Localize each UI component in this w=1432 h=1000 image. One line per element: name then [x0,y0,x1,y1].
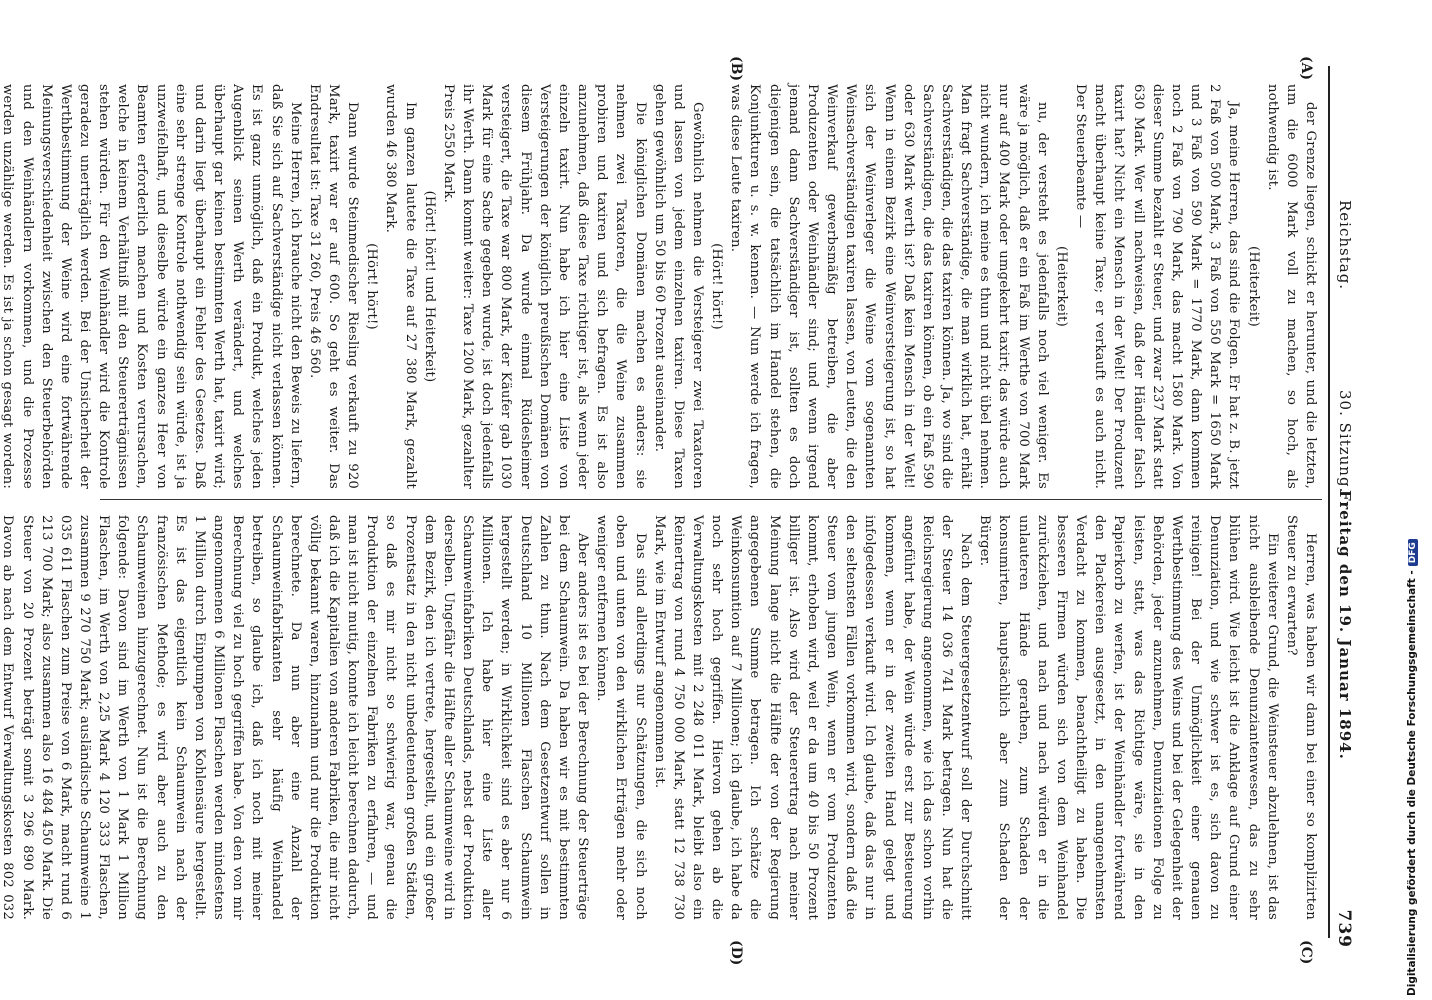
interjection: (Hört! hört!) [364,243,380,330]
header-rule [1328,66,1330,938]
left-column [0,84,1320,489]
dfg-logo: DFG [1408,539,1418,566]
paragraph: der Grenze liegen, schickt er herunter, und die letzten, um die 6000 Mark voll zu machen, so hoch, als nothwendig ist. [1264,84,1318,489]
right-column [0,515,1320,920]
paragraph: Aber anders ist es bei der Berechnung der Steuerträge bei dem Schaumwein. Da haben wir es mit bestimmten Zahlen zu thun. Nach dem Gesetzentwurf sollen in Deutschland 10 Millionen Flaschen Schaumwein hergestellt werden; in Wirklichkeit sind es aber nur 6 Millionen. Ich habe hier eine Liste aller Schaumweinfabriken Deutschlands, nebst der Produktion derselben. Ungefähr die Hälfte aller Schaumweine wird in dem Bezirk, den ich vertrete, hergestellt, und ein großer Prozentsatz in den nicht unbedeutenden großen Städten, so daß es mir nicht so schwierig war, genau die Produktion der einzelnen Fabriken zu erfahren, — und man ist nicht mutig, konnte ich leicht berechnen dadurch, daß ich die Kapitalien von anderen Fabriken, die mir nicht völlig bekannt waren, hinzunahm und nur die Produktion berechnete. Da nun aber eine Anzahl der Schaumweinfabrikanten sehr häufig Weinhandel betreiben, so glaube ich, daß ich noch mit meiner Berechnung viel zu hoch gegriffen habe. Von den von mir angenommenen 6 Millionen Flaschen werden mindestens 1 Million durch Einpumpen von Kohlensäure hergestellt. Es ist das eigentlich kein Schaumwein nach der französischen Methode; es wird aber auch zu den Schaumweinen hinzugerechnet. Nun ist die Berechnung folgende: Davon sind im Werth von 1 Mark 1 Million Flaschen, im Werth von 2,25 Mark 4 120 333 Flaschen, zusammen 9 270 750 Mark; ausländische Schaumweine 1 035 611 Flaschen zum Preise von 6 Mark, macht rund 6 213 700 Mark; also zusammen also 16 484 450 Mark. Die Steuer von 20 Prozent beträgt somit 3 296 890 Mark. Davon ab nach dem Entwurf Verwaltungskosten 802 032 [0,515,591,920]
footer-text: Digitalisierung gefördert durch die Deutsche Forschungsgemeinschaft - [1406,570,1418,996]
paragraph: Im ganzen lautete die Taxe auf 27 380 Mark, gezahlt wurden 46 380 Mark. [383,84,418,489]
paragraph: Ja, meine Herren, das sind die Folgen. Er hat z. B. jetzt 2 Faß von 500 Mark, 3 Faß von 550 Mark = 1650 Mark und 3 Faß von 590 Mark = 1770 Mark, dann kommen noch 2 Faß von 790 Mark, das macht 1580 Mark. Von dieser Summe bezahlt er Steuer, und zwar 237 Mark statt 630 Mark. Wer will nachweisen, daß der Händler falsch taxirt hat? Nicht ein Mensch in der Welt! Der Produzent macht überhaupt keine Taxe; er verkauft es auch nicht. Der Steuerbeamte — [1073,84,1242,489]
margin-mark-a: (A) [1298,56,1314,81]
margin-mark-d: (D) [728,940,744,966]
paragraph: Herren, was haben wir dann bei einer so komplizirten Steuer zu erwarten? [1283,515,1318,920]
column-divider [100,499,1322,500]
paragraph: Meine Herren, ich brauche nicht den Beweis zu liefern, daß Sie sich auf Sachverständige nicht verlassen können. Es ist ganz unmöglich, daß ein Produkt, welches jeden Augenblick seinen Werth verändert, und welches überhaupt gar keinen bestimmten Werth hat, taxirt wird; und darin liegt überhaupt ein Fehler des Gesetzes. Daß eine sehr strenge Kontrole nothwendig sein würde, ist ja unzweifelhaft, und dieselbe würde ein ganzes Heer von Beamten erforderlich machen und Kosten verursachen, welche in keinem Verhältniß mit den Steuererträgnissen stehen würden. Für den Weinhändler wird die Kontrole geradezu unerträglich werden. Bei der Unsicherheit der Werthbestimmung der Weine wird eine fortwährende Meinungsverschiedenheit zwischen den Steuerbehörden und den Weinhändlern vorkommen, und die Prozesse werden unzählige werden. Es ist ja schon gesagt worden: [0,84,303,489]
paragraph: nu, der versteht es jedenfalls noch viel weniger. Es wäre ja möglich, daß er ein Faß im Werthe von 700 Mark nur auf 400 Mark oder umgekehrt taxirt; das würde auch nicht wundern, ich meine es thun und nicht übel nehmen. Man fragt Sachverständige, die man wirklich hat, erhält Sachverständigen, die das taxiren können. Ja, wo sind die Sachverständigen, die das taxiren können, ob ein Faß 590 oder 630 Mark werth ist? Daß kein Mensch in der Welt! Wenn in einem Bezirk eine Weinversteigerung ist, so hat sich der Weinverleger die Weine vom sogenannten Weinsachverständigen taxiren lassen, von Leuten, die den Weinverkauf gewerbsmäßig betreiben, die aber Produzenten oder Weinhändler sind; und wenn irgend jemand dann Sachverständiger ist, sollten es doch diejenigen sein, die tatsächlich im Handel stehen, die Konjunkturen u. s. w. kennen. — Nun werde ich fragen, was diese Leute taxiren. [728,84,1050,489]
header-title: Reichstag. [1336,200,1354,291]
digitization-footer [1406,0,1418,996]
interjection: (Heiterkeit) [1053,246,1069,327]
page-number: 739 [1334,909,1354,948]
margin-mark-c: (C) [1298,940,1314,965]
header-date: Freitag den 19. Januar 1894. [1336,490,1354,760]
paragraph: Gewöhnlich nehmen die Versteigerer zwei Taxatoren und lassen von jedem einzelnen taxiren. Diese Taxen gehen gewöhnlich um 50 bis 60 Prozent auseinander. [651,84,705,489]
interjection: (Hört! hört! und Heiterkeit) [421,190,437,383]
running-header [1334,70,1354,1000]
paragraph: Nach dem Steuergesetzentwurf soll der Durchschnitt der Steuer 14 036 741 Mark betragen. Nun hat die Reichsregierung angenommen, wie ich das schon vorhin angeführt habe, der Wein würde erst zur Besteuerung kommen, wenn er in der zweiten Hand gelegt und infolgedessen verkauft wird. Ich glaube, daß das nur in den seltensten Fällen vorkommen wird, sondern daß die Steuer vom jungen Wein, wenn er vom Produzenten kommt, erhoben wird, weil er da um 40 bis 50 Prozent billiger ist. Also wird der Steuerertrag nach meiner Meinung lange nicht die Hälfte der von der Regierung angegebenen Summe betragen. Ich schätze die Weinkonsumtion auf 7 Millionen; ich glaube, ich habe da noch sehr hoch gegriffen. Hiervon gehen ab die Verwaltungskosten mit 2 248 011 Mark, bleibt also ein Reinertrag von rund 4 750 000 Mark, statt 12 738 730 Mark, wie im Entwurf angenommen ist. [651,515,974,920]
paragraph: Das sind allerdings nur Schätzungen, die sich noch oben und unten von den wirklichen Erträgen mehr oder weniger entfernen können. [594,515,648,920]
header-session: 30. Sitzung. [1336,390,1354,494]
paragraph: Ein weiterer Grund, die Weinsteuer abzulehnen, ist das nicht ausbleibende Denunziantenwesen, das zu sehr blühen wird. Wie leicht ist die Anklage auf Grund einer Denunziation, und wie schwer ist es, sich davon zu reinigen! Bei der Unmöglichkeit einer genauen Werthbestimmung des Weins und bei der Gelegenheit der Behörden, jeder anzunehmen, Denunziationen Folge zu leisten, statt, was das Richtige wäre, sie in den Papierkorb zu werfen, ist der Weinhändler fortwährend den Plackereien ausgesetzt, in den unangenehmsten Verdacht zu kommen, benachtheiligt zu haben. Die besseren Firmen würden sich von dem Weinhandel zurückziehen, und nach und nach würden er in die unlauteren Hände gerathen, zum Schaden der konsumirten, hauptsächlich aber zum Schaden der Bürger. [977,515,1280,920]
interjection: (Heiterkeit) [1245,246,1261,327]
paragraph: Dann wurde Steinmedischer Riesling verkauft zu 920 Mark, taxirt war er auf 600. So geht es weiter. Das Endresultat ist: Taxe 31 260, Preis 46 560. [306,84,361,489]
margin-mark-b: (B) [728,56,744,82]
paragraph: Die königlichen Domänen machen es anders: sie nehmen zwei Taxatoren, die die Weine zusammen probiren und taxiren und sich befragen. Es ist also anzunehmen, daß diese Taxe richtiger ist, als wenn jeder einzeln taxirt. Nun habe ich hier eine Liste von Versteigerungen der königlich preußischen Domänen von diesem Frühjahr. Da wurde einmal Rüdesheimer versteigert, die Taxe war 800 Mark, der Käufer gab 1030 Mark für eine Sache gegeben wurde, ist doch jedenfalls ihr Werth. Dann kommt weiter: Taxe 1200 Mark, gezahlter Preis 2550 Mark. [440,84,648,489]
interjection: (Hört! hört!) [709,243,725,330]
